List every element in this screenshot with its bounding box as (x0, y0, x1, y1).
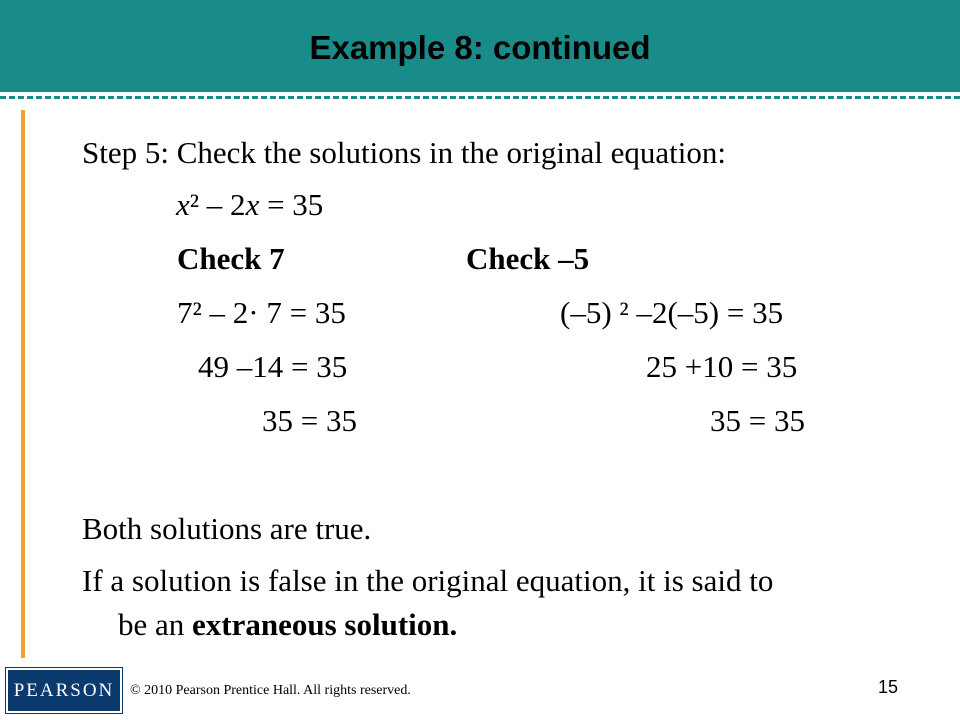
pearson-logo (6, 668, 122, 713)
check-7-line-3: 35 = 35 (262, 403, 357, 438)
header-divider (0, 96, 960, 99)
check-neg5-line-1: (–5) ² –2(–5) = 35 (560, 295, 784, 330)
page-number: 15 (878, 677, 899, 697)
check-neg5-line-3: 35 = 35 (710, 403, 805, 438)
slide-header (0, 0, 960, 92)
note-line-2 (118, 606, 457, 644)
check-7-line-2: 49 –14 = 35 (198, 349, 348, 384)
left-accent-bar (21, 110, 25, 658)
extraneous-solution-term: extraneous solution. (192, 607, 458, 642)
note-line-2-prefix: be an (118, 607, 193, 642)
pearson-logo-text: PEARSON (13, 679, 115, 701)
note-line-1: If a solution is false in the original equation, it is said to (82, 563, 774, 598)
step-text: Step 5: Check the solutions in the original equation: (82, 135, 727, 170)
conclusion-text: Both solutions are true. (82, 511, 372, 546)
copyright-notice: © 2010 Pearson Prentice Hall. All rights reserved. (130, 683, 411, 698)
check-7-heading: Check 7 (177, 241, 285, 276)
check-neg5-heading: Check –5 (466, 241, 590, 276)
slide-title: Example 8: continued (309, 29, 651, 66)
check-7-line-1: 7² – 2· 7 = 35 (177, 295, 346, 330)
equation: x² – 2x = 35 (176, 187, 324, 222)
check-neg5-line-2: 25 +10 = 35 (646, 349, 798, 384)
